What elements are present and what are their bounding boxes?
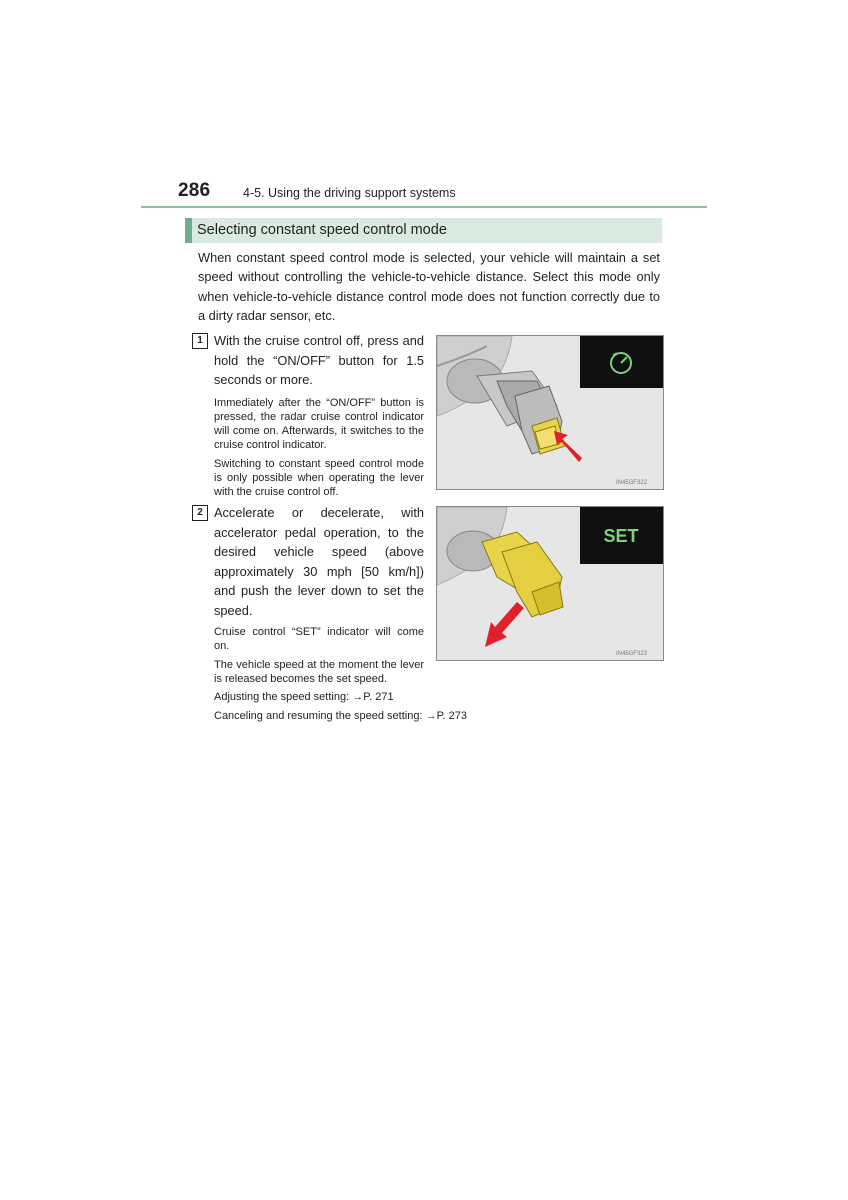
figure-1-code: IN45GF322 [615,480,647,486]
step-2-text: Accelerate or decelerate, with accelerator pedal operation, to the desired vehicle speed (above approximately 30 mph [50 km/h]) and push the lever down to set the speed. [214,505,424,618]
figure-lever-on-off [436,335,664,490]
set-indicator: SET [603,526,639,546]
section-title-bar [185,218,662,243]
step-2-note-2: The vehicle speed at the moment the lever is released becomes the set speed. [214,659,424,685]
step-2-note-4: Canceling and resuming the speed setting: →P. 273 [214,710,467,722]
step-1-note-2: Switching to constant speed control mode is only possible when operating the lever with the cruise control off. [214,458,424,498]
intro-paragraph: When constant speed control mode is selected, your vehicle will maintain a set speed without controlling the vehicle-to-vehicle distance. Select this mode only when vehicle-to-vehicle distance control mode does not function correctly due to a dirty radar sensor, etc. [198,250,660,324]
section-header: 4-5. Using the driving support systems [243,186,456,200]
step-1-text: With the cruise control off, press and hold the “ON/OFF” button for 1.5 seconds or more. [214,333,424,387]
step-1-note-1: Immediately after the “ON/OFF” button is pressed, the radar cruise control indicator will come on. Afterwards, it switches to the cruise control indicator. [214,397,424,451]
step-2-note-1: Cruise control “SET” indicator will come on. [214,626,424,652]
step-2-number: 2 [192,505,208,521]
figure-2-code: IN45GF323 [615,651,647,657]
page-number: 286 [178,180,211,201]
step-1-number: 1 [192,333,208,349]
step-2-note-3: Adjusting the speed setting: →P. 271 [214,691,394,703]
section-title: Selecting constant speed control mode [197,222,447,238]
figure-lever-set [436,506,664,661]
header-divider [141,206,707,208]
